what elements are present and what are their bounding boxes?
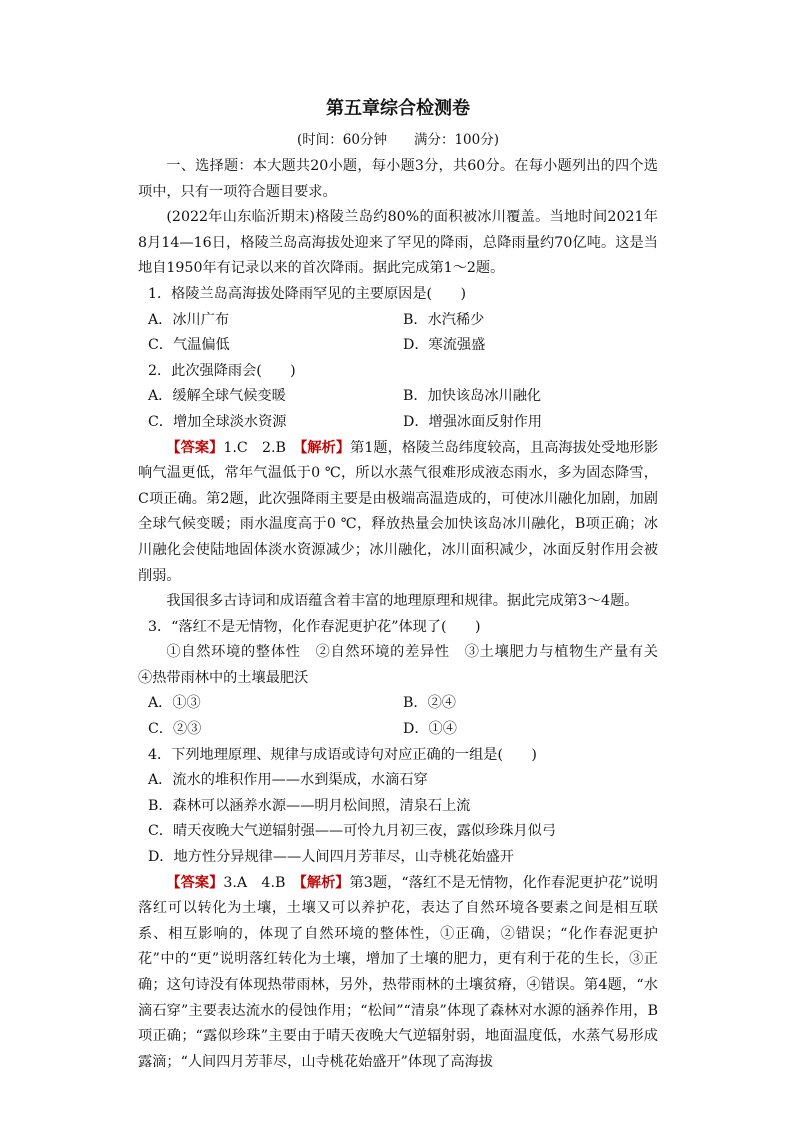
- q4-option-b: B．森林可以涵养水源——明月松间照，清泉石上流: [147, 797, 471, 814]
- q3-option-a: A．①③: [147, 695, 201, 712]
- question-1-stem: 1．格陵兰岛高海拔处降雨罕见的主要原因是( ): [147, 285, 466, 302]
- question-1-options-row-1: [138, 308, 658, 334]
- q3-option-c: C．②③: [147, 721, 202, 738]
- section-instructions: 一、选择题：本大题共20小题，每小题3分，共60分。在每小题列出的四个选项中，只有一项符合题目要求。: [138, 158, 658, 200]
- question-4-stem: 4．下列地理原理、规律与成语或诗句对应正确的一组是( ): [147, 746, 537, 763]
- question-2-options-row-2: [138, 410, 658, 436]
- answer-value: 3.A 4.B: [223, 874, 300, 891]
- answer-tag: 【答案】: [166, 439, 224, 456]
- question-2-options-row-1: [138, 384, 658, 410]
- q3-option-d: D．①④: [402, 721, 457, 738]
- question-3-options-row-1: [138, 691, 658, 717]
- question-3-stem: 3．“落红不是无情物，化作春泥更护花”体现了( ): [147, 618, 481, 635]
- q4-option-c: C．晴天夜晚大气逆辐射强——可怜九月初三夜，露似珍珠月似弓: [147, 823, 557, 840]
- question-3-options-row-2: [138, 717, 658, 743]
- q4-option-d: D．地方性分异规律——人间四月芳菲尽，山寺桃花始盛开: [147, 849, 515, 866]
- analysis-tag: 【解析】: [299, 874, 350, 891]
- q2-option-c: C．增加全球淡水资源: [147, 413, 287, 430]
- answer-block-1: [138, 436, 658, 590]
- q1-option-c: C．气温偏低: [147, 337, 230, 354]
- q3-option-b: B．②④: [402, 695, 456, 712]
- exam-info: (时间：60分钟 满分：100分): [297, 132, 499, 148]
- q1-option-d: D．寒流强盛: [402, 337, 486, 354]
- q1-option-b: B．水汽稀少: [402, 311, 485, 328]
- question-2-stem: 2．此次强降雨会( ): [147, 362, 296, 379]
- q4-option-a: A．流水的堆积作用——水到渠成，水滴石穿: [147, 772, 428, 789]
- q2-option-d: D．增强冰面反射作用: [402, 413, 543, 430]
- material-2: 我国很多古诗词和成语蕴含着丰富的地理原理和规律。据此完成第3～4题。: [166, 593, 639, 610]
- answer-tag: 【答案】: [166, 874, 224, 891]
- q1-option-a: A．冰川广布: [147, 311, 230, 328]
- answer-value: 1.C 2.B: [223, 439, 301, 456]
- q2-option-a: A．缓解全球气候变暖: [147, 388, 286, 405]
- question-3-items: ①自然环境的整体性 ②自然环境的差异性 ③土壤肥力与植物生产量有关 ④热带雨林中的土壤最肥沃: [138, 644, 673, 686]
- analysis-text: 第1题，格陵兰岛纬度较高，且高海拔处受地形影响气温更低，常年气温低于0 ℃，所以水蒸气很难形成液态雨水，多为固态降雪，C项正确。第2题，此次强降雨主要是由极端高温造成的，可使冰川融化加剧，加剧全球气候变暖；雨水温度高于0 ℃，释放热量会加快该岛冰川融化，B项正确；冰川融化会使陆地固体淡水资源减少；冰川融化，冰川面积减少，冰面反射作用会被削弱。: [138, 439, 659, 584]
- answer-block-2: [138, 871, 658, 1076]
- analysis-text: 第3题，“落红不是无情物，化作春泥更护花”说明落红可以转化为土壤，土壤又可以养护花，表达了自然环境各要素之间是相互联系、相互影响的，体现了自然环境的整体性，①正确，②错误；“化作春泥更护花”中的“更”说明落红转化为土壤，增加了土壤的肥力，更有利于花的生长，③正确；这句诗没有体现热带雨林，另外，热带雨林的土壤贫瘠，④错误。第4题，“水滴石穿”主要表达流水的侵蚀作用；“松间”“清泉”体现了森林对水源的涵养作用，B项正确；“露似珍珠”主要由于晴天夜晚大气逆辐射弱，地面温度低，水蒸气易形成露滴；“人间四月芳菲尽，山寺桃花始盛开”体现了高海拔: [138, 874, 658, 1070]
- page-title: 第五章综合检测卷: [326, 98, 470, 119]
- material-1: (2022年山东临沂期末)格陵兰岛约80%的面积被冰川覆盖。当地时间2021年8月14—16日，格陵兰岛高海拔处迎来了罕见的降雨，总降雨量约70亿吨。这是当地自1950年有记录以来的首次降雨。据此完成第1～2题。: [138, 209, 658, 277]
- analysis-tag: 【解析】: [300, 439, 351, 456]
- q2-option-b: B．加快该岛冰川融化: [402, 388, 542, 405]
- question-1-options-row-2: [138, 333, 658, 359]
